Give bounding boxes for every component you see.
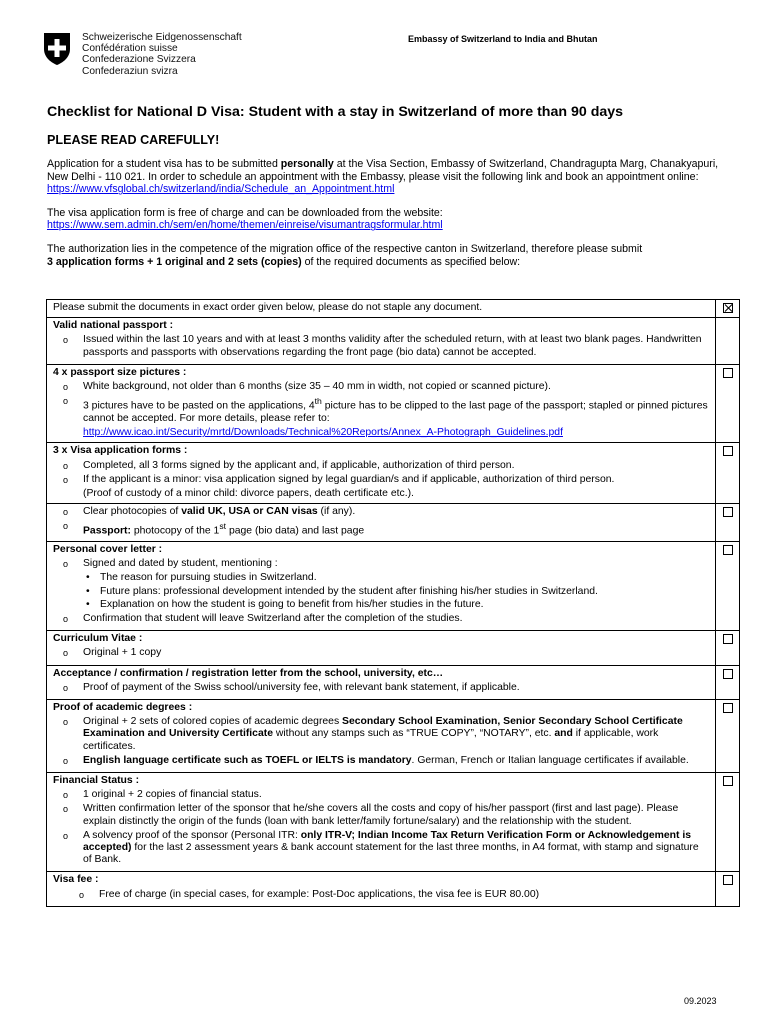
federation-name-rm: Confederaziun svizra <box>82 65 178 77</box>
list-item: • The reason for pursuing studies in Switzerland. <box>53 572 709 584</box>
section-title-academic: Proof of academic degrees : <box>53 702 193 714</box>
list-item: o A solvency proof of the sponsor (Personal ITR: only ITR-V; Indian Income Tax Return Verification Form or Acknowledgement is accepted) for the last 2 assessment years & bank account statement for the last three months, in A4 format, with stamp and signature of Bank. <box>53 830 709 867</box>
list-item: o Free of charge (in special cases, for example: Post-Doc applications, the visa fee is EUR 80.00) <box>53 889 709 901</box>
intro-paragraph <box>47 158 727 196</box>
form-paragraph <box>47 207 727 232</box>
instruction-cell: Please submit the documents in exact order given below, please do not staple any document. <box>47 300 716 318</box>
federation-name-fr: Confédération suisse <box>82 43 178 55</box>
acceptance-checkbox[interactable] <box>723 669 733 679</box>
federation-names <box>82 32 242 77</box>
section-title-acceptance: Acceptance / confirmation / registration letter from the school, university, etc… <box>53 667 444 679</box>
list-item: o 1 original + 2 copies of financial status. <box>53 789 709 801</box>
academic-checkbox[interactable] <box>723 703 733 713</box>
section-title-pictures: 4 x passport size pictures : <box>53 366 187 378</box>
list-item: o Confirmation that student will leave Switzerland after the completion of the studies. <box>53 613 709 625</box>
form-text: The visa application form is free of charge and can be downloaded from the website: <box>47 206 443 219</box>
intro-emphasis: personally <box>280 158 334 170</box>
federation-name-it: Confederazione Svizzera <box>82 54 196 66</box>
header-checked-checkbox-icon <box>723 303 733 313</box>
table-row <box>47 872 740 906</box>
authorization-paragraph <box>47 243 727 268</box>
visa-fee-checkbox[interactable] <box>723 875 733 885</box>
table-row <box>47 364 740 442</box>
cv-checkbox[interactable] <box>723 634 733 644</box>
list-item: o Signed and dated by student, mentioning : <box>53 558 709 570</box>
table-row <box>47 773 740 872</box>
page-title: Checklist for National D Visa: Student with a stay in Switzerland of more than 90 days <box>47 104 624 120</box>
section-title-passport: Valid national passport : <box>53 320 174 332</box>
list-item: o Passport: photocopy of the 1st page (bio data) and last page <box>53 520 709 538</box>
letterhead <box>42 32 732 76</box>
table-row <box>47 631 740 665</box>
section-title-visa-fee: Visa fee : <box>53 874 99 886</box>
table-row <box>47 443 740 504</box>
list-item: • Explanation on how the student is going to benefit from his/her studies in the future. <box>53 599 709 611</box>
section-title-forms: 3 x Visa application forms : <box>53 445 188 457</box>
application-form-link[interactable]: https://www.sem.admin.ch/sem/en/home/themen/einreise/visumantragsformular.html <box>47 219 443 232</box>
intro-text: Application for a student visa has to be submitted <box>47 158 281 170</box>
document-body <box>47 103 727 268</box>
list-item: o 3 pictures have to be pasted on the applications, 4th picture has to be clipped to the last page of the passport; stapled or pinned pictures cannot be accepted. For more details, please refer to: <box>53 395 709 425</box>
table-row <box>47 700 740 773</box>
table-row <box>47 300 740 318</box>
list-item: o Clear photocopies of valid UK, USA or CAN visas (if any). <box>53 506 709 518</box>
section-title-cover-letter: Personal cover letter : <box>53 543 163 555</box>
table-row <box>47 541 740 630</box>
embassy-name: Embassy of Switzerland to India and Bhutan <box>408 34 598 44</box>
document-checklist-table <box>46 299 740 907</box>
table-row <box>47 665 740 699</box>
page-subtitle: PLEASE READ CAREFULLY! <box>47 133 220 147</box>
section-title-financial: Financial Status : <box>53 775 140 787</box>
copies-checkbox[interactable] <box>723 507 733 517</box>
authorization-emphasis: 3 application forms + 1 original and 2 sets (copies) <box>47 255 302 268</box>
document-date: 09.2023 <box>684 996 717 1006</box>
list-item: o Original + 1 copy <box>53 647 709 659</box>
pictures-checkbox[interactable] <box>723 368 733 378</box>
section-title-cv: Curriculum Vitae : <box>53 633 143 645</box>
list-item: o Proof of payment of the Swiss school/university fee, with relevant bank statement, if applicable. <box>53 682 709 694</box>
financial-checkbox[interactable] <box>723 776 733 786</box>
authorization-text: The authorization lies in the competence of the migration office of the respective canton in Switzerland, therefore please submit <box>47 242 643 255</box>
intro-text-continued: at the Visa Section, Embassy of Switzerland, Chandragupta Marg, Chanakyapuri, New Delhi - 110 021. In order to schedule an appointment with the Embassy, please visit the following link and book an appointment online: <box>47 158 719 183</box>
custody-note: (Proof of custody of a minor child: divorce papers, death certificate etc.). <box>83 487 414 499</box>
cover-letter-checkbox[interactable] <box>723 545 733 555</box>
federation-name-de: Schweizerische Eidgenossenschaft <box>82 32 242 43</box>
list-item: o Issued within the last 10 years and with at least 3 months validity after the scheduled return, with at least two blank pages. Handwritten passports and passports with observations regarding the front page (bio data) cannot be accepted. <box>53 334 709 358</box>
list-item: • Future plans: professional development intended by the student after finishing his/her studies in Switzerland. <box>53 586 709 598</box>
list-item: o White background, not older than 6 months (size 35 – 40 mm in width, not copied or scanned picture). <box>53 381 709 393</box>
authorization-tail: of the required documents as specified below: <box>301 255 521 268</box>
swiss-crest-icon <box>42 32 72 66</box>
list-item: o English language certificate such as TOEFL or IELTS is mandatory. German, French or Italian language certificates if available. <box>53 755 709 767</box>
forms-checkbox[interactable] <box>723 446 733 456</box>
appointment-link[interactable]: https://www.vfsglobal.ch/switzerland/india/Schedule_an_Appointment.html <box>47 183 395 196</box>
list-item: o Written confirmation letter of the sponsor that he/she covers all the costs and copy of his/her passport (first and last page). Please explain distinctly the origin of the funds (loan with bank letter/family fortune/salary) and the relationship with the student. <box>53 803 709 827</box>
photo-guidelines-link[interactable]: http://www.icao.int/Security/mrtd/Downloads/Technical%20Reports/Annex_A-Photograph_Guidelines.pdf <box>83 427 563 439</box>
list-item: o Completed, all 3 forms signed by the applicant and, if applicable, authorization of third person. <box>53 460 709 472</box>
list-item: o If the applicant is a minor: visa application signed by legal guardian/s and if applicable, authorization of third person. <box>53 474 709 486</box>
table-row <box>47 504 740 542</box>
list-item: o Original + 2 sets of colored copies of academic degrees Secondary School Examination, Senior Secondary School Certificate Examination and University Certificate without any stamps such as “TRUE COPY”, “NOTARY”, etc. and if applicable, work certificates. <box>53 716 709 753</box>
table-row <box>47 318 740 365</box>
